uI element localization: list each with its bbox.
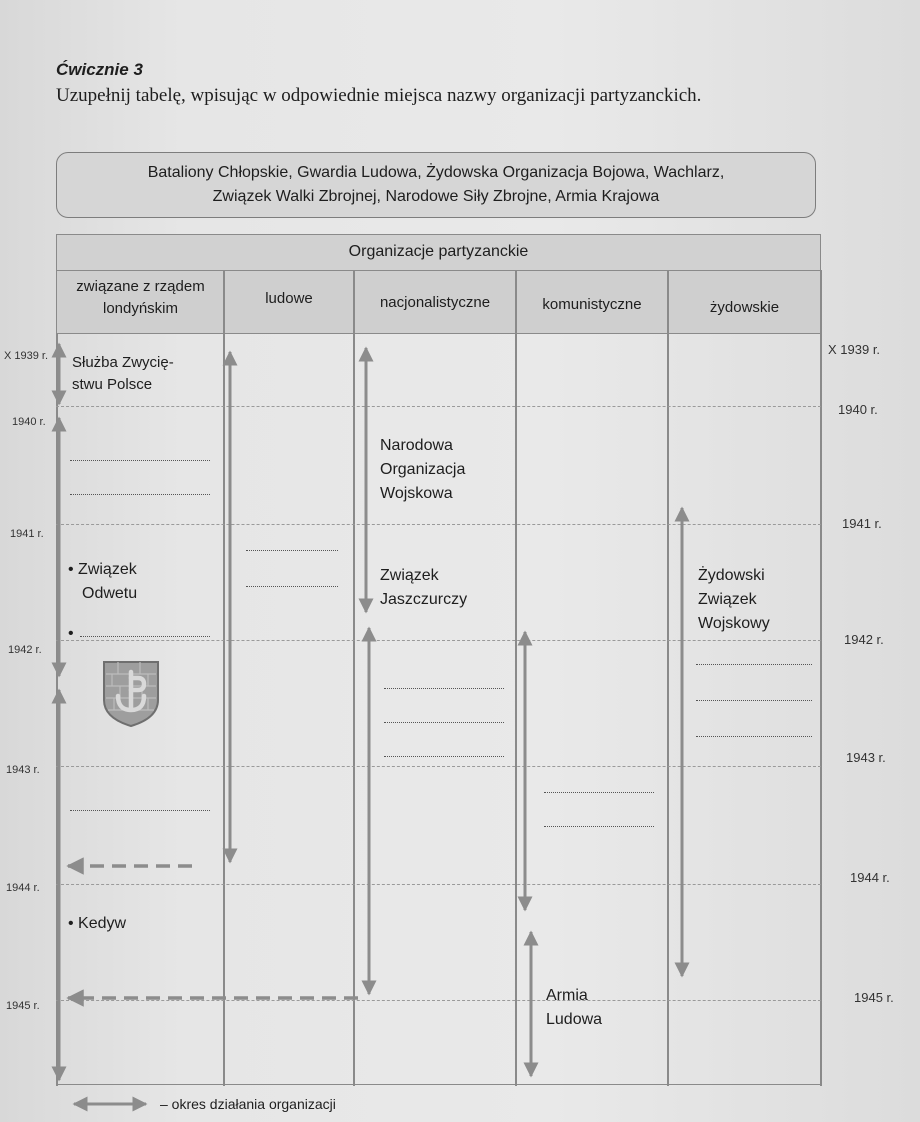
year-left-1944: 1944 r. <box>6 882 40 894</box>
entry-zzw-line3: Wojskowy <box>698 615 770 632</box>
year-right-1943: 1943 r. <box>846 750 886 765</box>
entry-kedyw-label: • Kedyw <box>68 915 126 932</box>
year-left-1942: 1942 r. <box>8 644 42 656</box>
entry-al-line2: Ludowa <box>546 1011 603 1028</box>
col-header-zydowskie: żydowskie <box>709 299 780 316</box>
col-header-nacjonalistyczne: nacjonalistyczne <box>379 294 491 311</box>
entry-zj-line1: Związek <box>380 567 439 584</box>
year-left-1940: 1940 r. <box>12 416 46 428</box>
year-left-1939: X 1939 r. <box>4 350 49 362</box>
legend-text: – okres działania organizacji <box>160 1096 336 1112</box>
entry-szp-line1: Służba Zwycię- <box>72 354 174 371</box>
word-bank-line-2: Związek Walki Zbrojnej, Narodowe Siły Zbrojne, Armia Krajowa <box>212 188 660 205</box>
year-right-1939: X 1939 r. <box>828 342 881 357</box>
col-header-london-line2: londyńskim <box>102 300 179 317</box>
year-left-1943: 1943 r. <box>6 764 40 776</box>
year-left-1945: 1945 r. <box>6 1000 40 1012</box>
exercise-title: Ćwicznie 3 <box>56 60 143 79</box>
exercise-instruction: Uzupełnij tabelę, wpisując w odpowiednie miejsca nazwy organizacji partyzanckich. <box>56 85 702 106</box>
col-header-komunistyczne: komunistyczne <box>542 296 642 313</box>
entry-zj-line2: Jaszczurczy <box>380 591 468 608</box>
entry-zzw-line1: Żydowski <box>698 567 765 584</box>
year-right-1941: 1941 r. <box>842 516 882 531</box>
col-header-ludowe: ludowe <box>265 290 313 307</box>
entry-now-line1: Narodowa <box>380 437 453 454</box>
blank-bullet-dot: • <box>68 625 74 642</box>
year-right-1945: 1945 r. <box>854 990 894 1005</box>
word-bank-line-1: Bataliony Chłopskie, Gwardia Ludowa, Żydowska Organizacja Bojowa, Wachlarz, <box>147 164 725 181</box>
entry-al-line1: Armia <box>546 987 588 1004</box>
entry-now-line2: Organizacja <box>380 461 466 478</box>
year-right-1942: 1942 r. <box>844 632 884 647</box>
year-left-1941: 1941 r. <box>10 528 44 540</box>
year-right-1944: 1944 r. <box>850 870 890 885</box>
entry-now-line3: Wojskowa <box>380 485 453 502</box>
table-title: Organizacje partyzanckie <box>56 234 821 270</box>
entry-szp-line2: stwu Polsce <box>72 376 153 393</box>
entry-zzw-line2: Związek <box>698 591 757 608</box>
col-header-london-line1: związane z rządem <box>76 278 205 295</box>
year-right-1940: 1940 r. <box>838 402 878 417</box>
entry-zo-line1: • Związek <box>68 558 137 582</box>
entry-zo-line2: Odwetu <box>82 585 138 602</box>
